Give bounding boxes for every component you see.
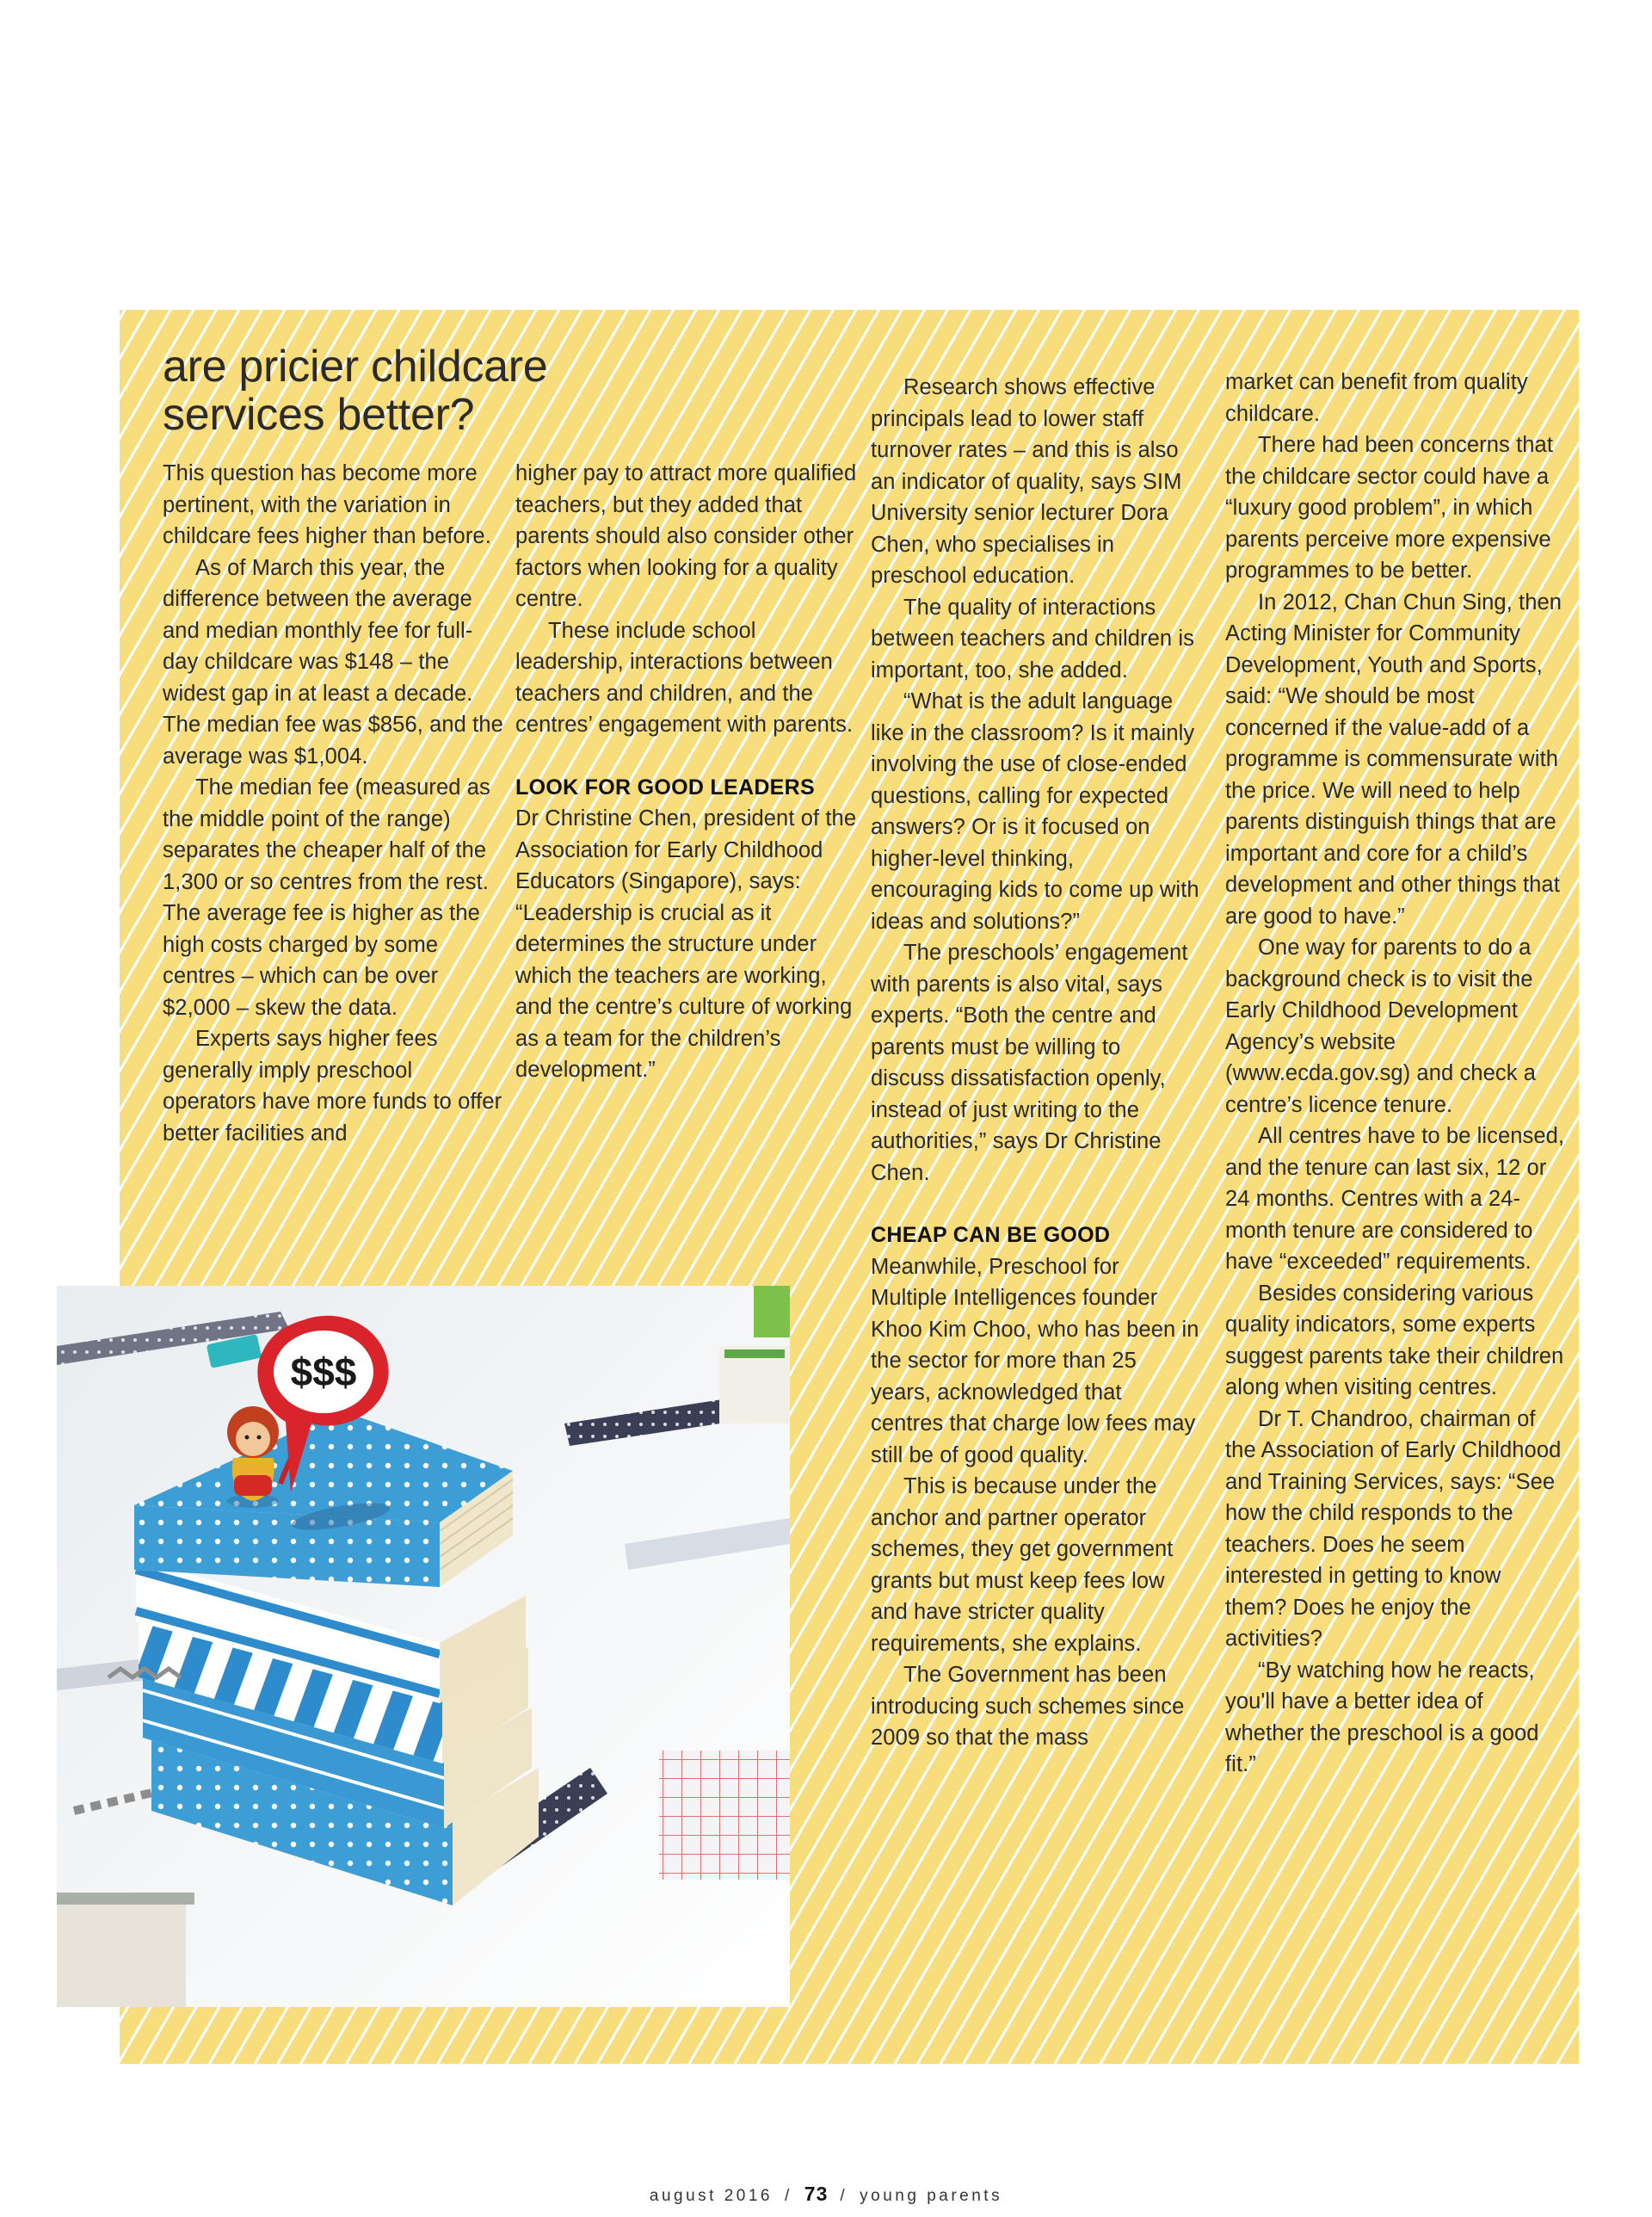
paragraph: One way for parents to do a background check is to visit the Early Childhood Development Agency’s website (www.ecda.gov.sg) and check a centre’s licence tenure.: [1225, 936, 1537, 1117]
paragraph: Besides considering various quality indicators, some experts suggest parents take their children along when visiting centres.: [1225, 1281, 1564, 1399]
issue-date: august 2016: [649, 2187, 773, 2205]
column-1: [163, 458, 507, 1149]
paragraph: market can benefit from quality childcare.: [1225, 370, 1528, 426]
column-2: [515, 458, 860, 1086]
paragraph: higher pay to attract more qualified teachers, but they added that parents should also consider other factors when looking for a quality centre.: [515, 461, 857, 611]
subheading-cheap-good: CHEAP CAN BE GOOD: [871, 1223, 1111, 1247]
books-photo: [57, 1286, 790, 2007]
footer-separator: /: [840, 2187, 848, 2205]
paragraph: The Government has been introducing such schemes since 2009 so that the mass: [871, 1663, 1185, 1750]
page-number: 73: [804, 2183, 829, 2205]
magazine-name: young parents: [860, 2187, 1003, 2205]
paragraph: As of March this year, the difference between the average and median monthly fee for full-day childcare was $148 – the widest gap in at least a decade. The median fee was $856, and the average was $1,004.: [163, 555, 503, 769]
paragraph: Meanwhile, Preschool for Multiple Intelligences founder Khoo Kim Choo, who has been in the sector for more than 25 years, acknowledged that centres that charge low fees may still be of good quality.: [871, 1254, 1199, 1467]
paragraph: “By watching how he reacts, you'll have a better idea of whether the preschool is a good fit.”: [1225, 1658, 1539, 1776]
article-title: [163, 343, 765, 439]
column-3: [871, 372, 1199, 1754]
paragraph: All centres have to be licensed, and the tenure can last six, 12 or 24 months. Centres with a 24-month tenure are considered to have “exceeded” requirements.: [1225, 1124, 1565, 1274]
paragraph: There had been concerns that the childcare sector could have a “luxury good problem”, in which parents perceive more expensive programmes to be better.: [1225, 433, 1554, 583]
paragraph: “What is the adult language like in the classroom? Is it mainly involving the use of close-ended questions, calling for expected answers? Or is it focused on higher-level thinking, encouraging kids to come up with ideas and solutions?”: [871, 689, 1199, 934]
page-footer: [0, 2183, 1652, 2206]
paragraph: In 2012, Chan Chun Sing, then Acting Minister for Community Development, Youth and Sports, said: “We should be most concerned if the value-add of a programme is commensurate with the price. We will need to help parents distinguish things that are important and core for a child’s development and other things that are good to have.”: [1225, 590, 1563, 929]
svg-text:$$$: $$$: [290, 1349, 357, 1394]
subheading-good-leaders: LOOK FOR GOOD LEADERS: [515, 775, 815, 800]
paragraph: This question has become more pertinent, with the variation in childcare fees higher than before.: [163, 461, 491, 548]
footer-separator: /: [785, 2187, 792, 2205]
paragraph: Research shows effective principals lead to lower staff turnover rates – and this is also an indicator of quality, says SIM University senior lecturer Dora Chen, who specialises in preschool education.: [871, 375, 1182, 588]
paragraph: This is because under the anchor and partner operator schemes, they get government grants but must keep fees low and have stricter quality requirements, she explains.: [871, 1474, 1174, 1656]
paragraph: These include school leadership, interactions between teachers and children, and the centres’ engagement with parents.: [515, 618, 854, 737]
paragraph: The preschools’ engagement with parents is also vital, says experts. “Both the centre and parents must be willing to discuss dissatisfaction openly, instead of just writing to the authorities,” says Dr Christine Chen.: [871, 941, 1188, 1185]
paragraph: The median fee (measured as the middle point of the range) separates the cheaper half of the 1,300 or so centres from the rest. The average fee is higher as the high costs charged by some centres – which can be over $2,000 – skew the data.: [163, 775, 490, 1020]
title-line-2: services better?: [163, 390, 475, 440]
paragraph: Dr T. Chandroo, chairman of the Association of Early Childhood and Training Services, says: “See how the child responds to the teachers. Does he seem interested in getting to know them? Does he enjoy the activities?: [1225, 1406, 1562, 1651]
title-line-1: are pricier childcare: [163, 342, 548, 392]
column-4: [1225, 367, 1565, 1781]
paragraph: The quality of interactions between teachers and children is important, too, she added.: [871, 595, 1195, 682]
paragraph: Experts says higher fees generally imply preschool operators have more funds to offer better facilities and: [163, 1027, 502, 1146]
paragraph: Dr Christine Chen, president of the Association for Early Childhood Educators (Singapore), says: “Leadership is crucial as it determines the structure under which the teachers are working, and the centre’s culture of working as a team for the children’s development.”: [515, 806, 857, 1082]
